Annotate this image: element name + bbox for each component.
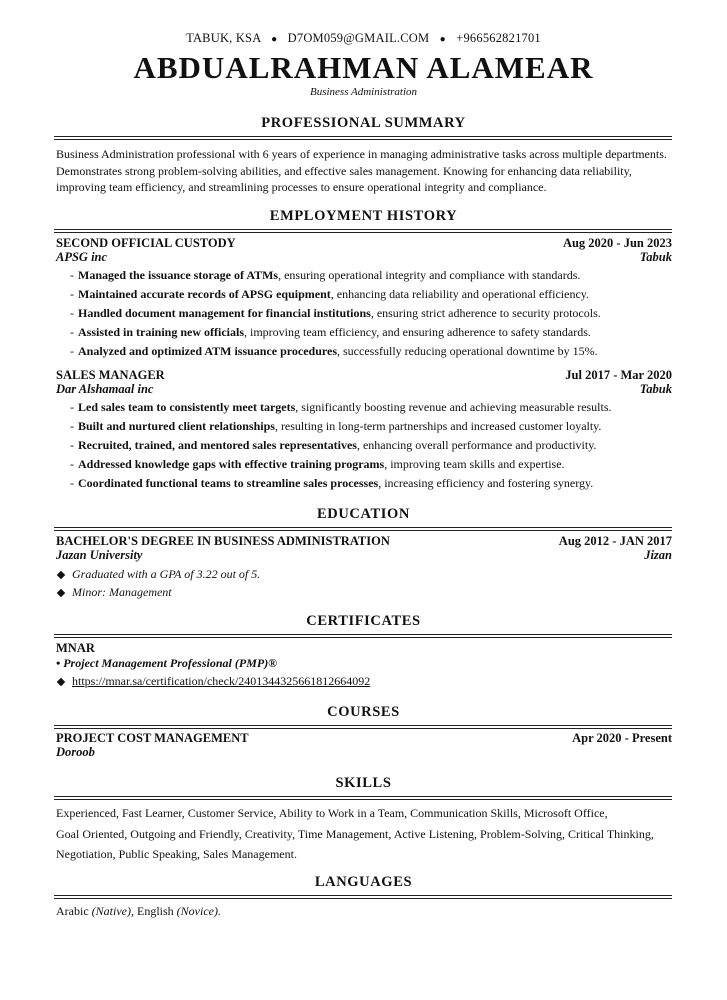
candidate-subtitle: Business Administration — [309, 86, 418, 98]
contact-line — [0, 31, 727, 46]
separator-dot: ● — [271, 34, 278, 45]
contact-email: D7OM059@GMAIL.COM — [287, 31, 430, 45]
education-details — [56, 565, 260, 601]
certificate-links — [56, 672, 370, 690]
language-level: (Native), — [91, 904, 134, 918]
section-divider — [54, 527, 672, 531]
summary-line: Demonstrates strong problem-solving abilities, and effective sales management. Knowing for enhancing data reliability, — [56, 163, 632, 178]
school-location: Jizan — [644, 548, 672, 562]
job-dates: Aug 2020 - Jun 2023 — [562, 236, 672, 250]
language-level: (Novice). — [176, 904, 221, 918]
section-divider — [54, 725, 672, 729]
section-divider — [54, 229, 672, 233]
degree-dates: Aug 2012 - JAN 2017 — [558, 534, 672, 548]
skills-line: Experienced, Fast Learner, Customer Service, Ability to Work in a Team, Communication Skills, Microsoft Office, — [56, 806, 608, 820]
education-item: Graduated with a GPA of 3.22 out of 5. — [56, 565, 260, 583]
language-name: English — [136, 904, 174, 918]
course-name: PROJECT COST MANAGEMENT — [56, 731, 249, 745]
summary-line: improving team efficiency, and streamlining processes to ensure operational integrity and compliance. — [56, 180, 547, 194]
education-item: Minor: Management — [56, 583, 260, 601]
contact-phone: +966562821701 — [456, 31, 541, 45]
section-divider — [54, 796, 672, 800]
job-bullet: - Addressed knowledge gaps with effective training programs, improving team skills and expertise. — [70, 457, 565, 471]
diamond-bullet-icon — [57, 589, 65, 597]
job-location: Tabuk — [639, 250, 672, 264]
job-bullet: - Handled document management for financial institutions, ensuring strict adherence to security protocols. — [70, 306, 601, 320]
diamond-bullet-icon — [57, 571, 65, 579]
job-bullet: - Assisted in training new officials, improving team efficiency, and ensuring adherence to safety standards. — [70, 325, 591, 339]
job-role: SALES MANAGER — [56, 368, 165, 382]
job-bullet: - Coordinated functional teams to streamline sales processes, increasing efficiency and fostering synergy. — [70, 476, 594, 490]
job-bullet: - Managed the issuance storage of ATMs, ensuring operational integrity and compliance with standards. — [70, 268, 581, 282]
job-location: Tabuk — [639, 382, 672, 396]
job-bullet: - Analyzed and optimized ATM issuance procedures, successfully reducing operational downtime by 15%. — [70, 344, 598, 358]
certificate-link-item[interactable] — [56, 672, 370, 690]
job-bullet-list — [70, 266, 670, 361]
job-company: Dar Alshamaal inc — [56, 382, 154, 396]
certificate-issuer: MNAR — [56, 641, 95, 655]
section-divider — [54, 634, 672, 638]
job-bullet: - Maintained accurate records of APSG equipment, enhancing data reliability and operational efficiency. — [70, 287, 589, 301]
certificate-link[interactable]: https://mnar.sa/certification/check/2401344325661812664092 — [72, 674, 371, 688]
school-name: Jazan University — [56, 548, 143, 562]
section-divider — [54, 136, 672, 140]
education-heading: EDUCATION — [317, 506, 410, 522]
languages-heading: LANGUAGES — [314, 874, 413, 890]
courses-heading: COURSES — [327, 704, 400, 720]
summary-heading: PROFESSIONAL SUMMARY — [261, 115, 466, 131]
course-provider: Doroob — [56, 745, 95, 759]
skills-line: Negotiation, Public Speaking, Sales Management. — [56, 847, 297, 861]
candidate-name: ABDUALRAHMAN ALAMEAR — [133, 50, 594, 85]
job-bullet: - Led sales team to consistently meet targets, significantly boosting revenue and achieving measurable results. — [70, 400, 612, 414]
summary-text — [56, 146, 672, 196]
languages-text — [56, 903, 672, 920]
job-bullet-list — [70, 398, 670, 493]
job-company: APSG inc — [56, 250, 108, 264]
contact-location: TABUK, KSA — [186, 31, 261, 45]
language-name: Arabic — [56, 904, 89, 918]
certificates-heading: CERTIFICATES — [306, 613, 421, 629]
employment-heading: EMPLOYMENT HISTORY — [269, 208, 458, 224]
degree-title: BACHELOR'S DEGREE IN BUSINESS ADMINISTRATION — [56, 534, 390, 548]
skills-line: Goal Oriented, Outgoing and Friendly, Creativity, Time Management, Active Listening, Problem-Solving, Critical Thinking, — [56, 826, 654, 841]
job-bullet: - Built and nurtured client relationships, resulting in long-term partnerships and increased customer loyalty. — [70, 419, 602, 433]
job-role: SECOND OFFICIAL CUSTODY — [56, 236, 236, 250]
certificate-name: • Project Management Professional (PMP)® — [56, 656, 278, 670]
skills-heading: SKILLS — [335, 775, 392, 791]
summary-line: Business Administration professional with 6 years of experience in managing administrative tasks across multiple departments. — [56, 147, 667, 161]
section-divider — [54, 895, 672, 899]
diamond-bullet-icon — [57, 678, 65, 686]
separator-dot: ● — [439, 34, 446, 45]
course-dates: Apr 2020 - Present — [572, 731, 672, 745]
skills-text — [56, 803, 672, 865]
job-bullet: - Recruited, trained, and mentored sales representatives, enhancing overall performance and productivity. — [70, 438, 597, 452]
job-dates: Jul 2017 - Mar 2020 — [565, 368, 672, 382]
